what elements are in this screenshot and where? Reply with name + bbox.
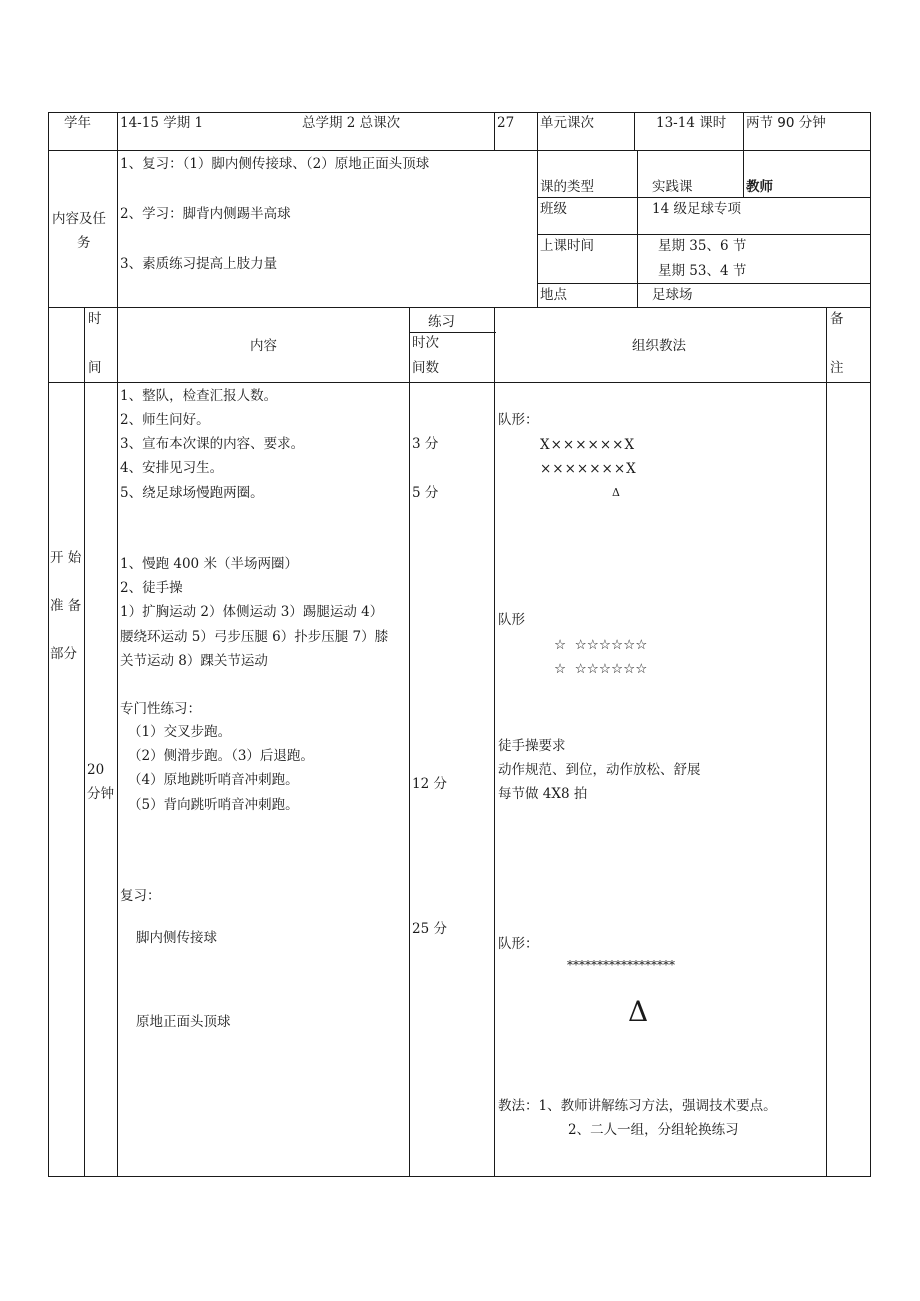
rule-r1-a (117, 112, 118, 308)
content-line: 1、整队，检查汇报人数。 (120, 388, 278, 404)
content-line: （2）侧滑步跑。（3）后退跑。 (128, 748, 314, 764)
teacher-triangle-icon: Δ (612, 486, 620, 499)
rule-r1-e (743, 112, 744, 150)
formation-label: 队形： (498, 412, 539, 428)
content-line: 4、安排见习生。 (120, 460, 224, 476)
total-label: 总学期 2 总课次 (302, 115, 401, 131)
duration: 两节 90 分钟 (746, 115, 826, 131)
rule-b-4 (494, 307, 495, 1177)
content-line: （4）原地跳听哨音冲刺跑。 (128, 772, 299, 788)
col-practice: 练习 (428, 314, 455, 330)
rule-row1 (48, 150, 871, 151)
task-item: 3、素质练习提高上肢力量 (120, 256, 278, 272)
rule-info2 (537, 234, 871, 235)
practice-time: 3 分 (412, 436, 439, 452)
col-method: 组织教法 (632, 338, 686, 354)
section-time-2: 分钟 (87, 786, 114, 802)
section-name-1: 开 始 (50, 550, 82, 566)
rule-b-5 (826, 307, 827, 1177)
rule-b-2 (117, 307, 118, 1177)
content-line: （5）背向跳听哨音冲刺跑。 (128, 797, 299, 813)
teacher-triangle-icon: Δ (628, 995, 649, 1028)
teaching-method: 2、二人一组，分组轮换练习 (568, 1122, 739, 1138)
rule-info-teacher (743, 150, 744, 198)
xuenian-label: 学年 (64, 115, 91, 131)
section-name-3: 部分 (50, 646, 77, 662)
review-item: 原地正面头顶球 (136, 1014, 231, 1030)
unit-value: 13-14 课时 (656, 115, 727, 131)
col-count-2: 间数 (412, 360, 439, 376)
content-task-label-2: 务 (77, 235, 91, 251)
exercise-requirement: 动作规范、到位，动作放松、舒展 (498, 762, 701, 778)
exercise-requirement: 徒手操要求 (498, 738, 566, 754)
rule-practice (409, 332, 496, 333)
content-line: 1、慢跑 400 米（半场两圈） (120, 556, 298, 572)
class-label: 班级 (540, 201, 567, 217)
content-line: 3、宣布本次课的内容、要求。 (120, 436, 305, 452)
class-value: 14 级足球专项 (652, 201, 741, 217)
teaching-method: 教法：1、教师讲解练习方法，强调技术要点。 (498, 1098, 777, 1114)
rule-bottom (48, 1176, 871, 1177)
task-item: 2、学习：脚背内侧踢半高球 (120, 206, 291, 222)
col-note-2: 注 (830, 360, 844, 376)
content-line: （1）交叉步跑。 (128, 724, 232, 740)
place-label: 地点 (540, 287, 567, 303)
content-line: 2、徒手操 (120, 580, 183, 596)
rule-right (870, 112, 871, 1177)
review-label: 复习： (120, 888, 161, 904)
review-item: 脚内侧传接球 (136, 930, 217, 946)
time-value-2: 星期 53、4 节 (658, 263, 747, 279)
rule-info3 (537, 283, 871, 284)
rule-r1-c (537, 112, 538, 308)
col-note-1: 备 (830, 311, 844, 327)
formation-star-row: ☆ ☆☆☆☆☆☆ (554, 637, 648, 653)
xuenian-value: 14-15 学期 1 (120, 115, 204, 131)
rule-row3 (48, 382, 871, 383)
practice-time: 12 分 (412, 776, 447, 792)
content-line: 5、绕足球场慢跑两圈。 (120, 485, 264, 501)
col-content: 内容 (250, 338, 277, 354)
unit-label: 单元课次 (540, 115, 594, 131)
lesson-type-value: 实践课 (652, 179, 693, 195)
rule-info-mid (637, 150, 638, 308)
rule-top (48, 112, 871, 113)
formation-row: X××××××X (540, 437, 636, 453)
total-value: 27 (497, 115, 515, 131)
rule-info1 (537, 197, 871, 198)
time-value-1: 星期 35、6 节 (658, 238, 747, 254)
rule-r1-b (494, 112, 495, 150)
content-line: 关节运动 8）踝关节运动 (120, 653, 268, 669)
section-name-2: 准 备 (50, 598, 82, 614)
place-value: 足球场 (652, 287, 693, 303)
rule-r1-d (634, 112, 635, 150)
content-line: 2、师生问好。 (120, 412, 210, 428)
formation-asterisk-row: ****************** (567, 958, 675, 972)
col-time-2: 间 (88, 360, 102, 376)
lesson-type-label: 课的类型 (540, 179, 594, 195)
exercise-requirement: 每节做 4X8 拍 (498, 786, 588, 802)
rule-b-1 (84, 307, 85, 1177)
content-line: 专门性练习： (120, 701, 201, 717)
formation-row: ×××××××X (540, 461, 637, 477)
rule-b-3 (409, 307, 410, 1177)
time-label: 上课时间 (540, 238, 594, 254)
rule-left (48, 112, 49, 1177)
content-line: 腰绕环运动 5）弓步压腿 6）扑步压腿 7）膝 (120, 629, 389, 645)
section-time-1: 20 (87, 762, 105, 778)
task-item: 1、复习：（1）脚内侧传接球、（2）原地正面头顶球 (120, 156, 430, 172)
formation-label: 队形 (498, 612, 525, 628)
practice-time: 25 分 (412, 921, 447, 937)
formation-star-row: ☆ ☆☆☆☆☆☆ (554, 661, 648, 677)
col-count-1: 时次 (412, 335, 439, 351)
content-task-label-1: 内容及任 (52, 211, 106, 227)
formation-label: 队形： (498, 936, 539, 952)
col-time-1: 时 (88, 311, 102, 327)
practice-time: 5 分 (412, 485, 439, 501)
teacher-label: 教师 (746, 179, 773, 195)
rule-row2 (48, 307, 871, 308)
content-line: 1）扩胸运动 2）体侧运动 3）踢腿运动 4） (120, 604, 384, 620)
